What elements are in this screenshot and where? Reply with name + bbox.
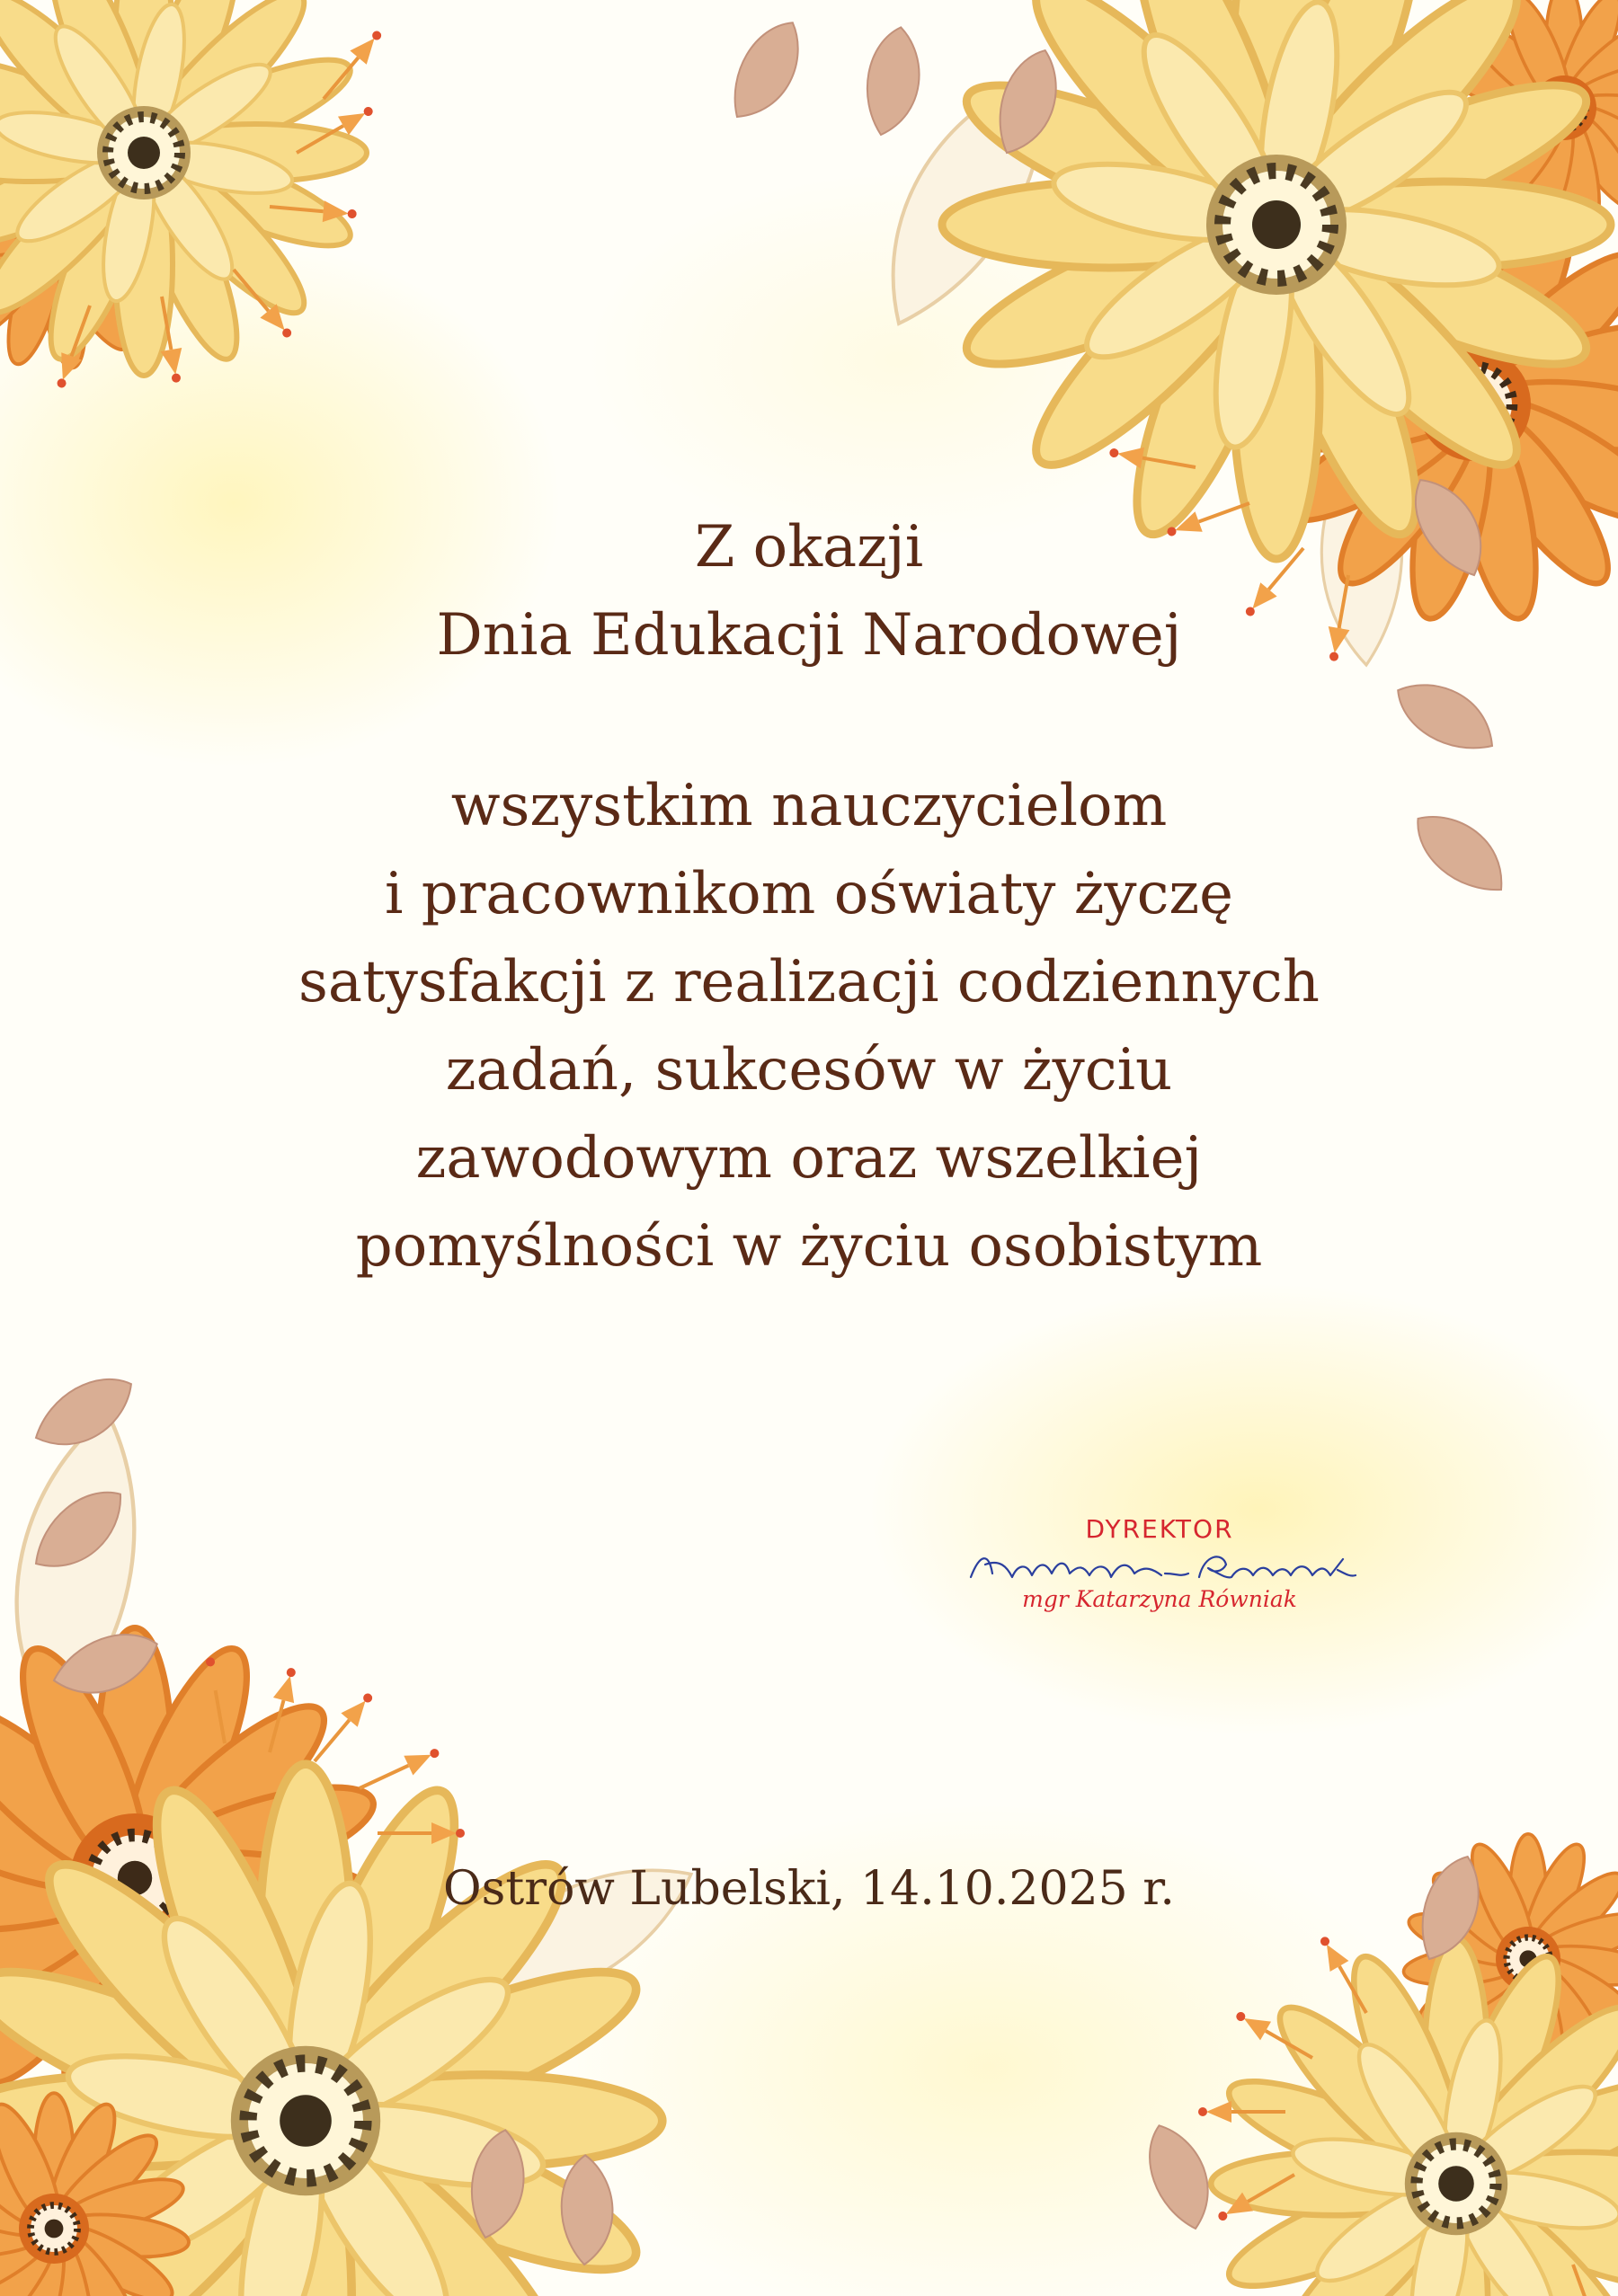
- heading-line: Dnia Edukacji Narodowej: [436, 602, 1182, 669]
- place-and-date: Ostrów Lubelski, 14.10.2025 r.: [443, 1862, 1175, 1916]
- sunflower-cluster-bottom-right: [1198, 1834, 1618, 2296]
- handwritten-signature: [953, 1547, 1366, 1588]
- wishes-line: satysfakcji z realizacji codziennych: [298, 949, 1320, 1015]
- signature-title: DYREKTOR: [1085, 1514, 1234, 1544]
- wishes-line: zadań, sukcesów w życiu: [445, 1037, 1173, 1104]
- sunflower-cluster-top-left: [0, 0, 388, 409]
- wishes-line: wszystkim nauczycielom: [450, 773, 1168, 839]
- greeting-wishes: [0, 762, 1618, 1290]
- director-signature-block: [953, 1514, 1366, 1613]
- wishes-line: pomyślności w życiu osobistym: [355, 1213, 1263, 1280]
- signature-name: mgr Katarzyna Równiak: [1022, 1586, 1297, 1612]
- wishes-line: zawodowym oraz wszelkiej: [415, 1125, 1203, 1192]
- heading-line: Z okazji: [694, 514, 924, 581]
- greeting-heading: [0, 503, 1618, 679]
- wishes-line: i pracownikom oświaty życzę: [384, 861, 1234, 927]
